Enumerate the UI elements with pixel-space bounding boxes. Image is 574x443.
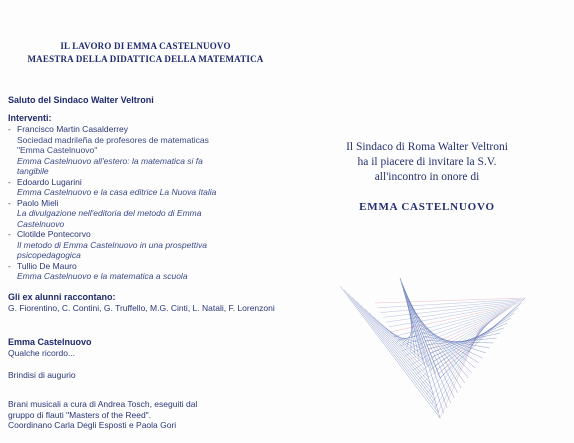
speaker-name: Tullio De Mauro — [17, 260, 77, 271]
speaker-entry: - Clotilde Pontecorvo Il metodo di Emma Castelnuovo in una prospettiva psicopedagogica — [8, 229, 278, 261]
art-string — [435, 326, 484, 409]
invitation-line: all'incontro in onore di — [374, 171, 480, 183]
speaker-entry: - Edoardo Lugarini Emma Castelnuovo e la casa editrice La Nuova Italia — [8, 177, 278, 198]
speaker-entry: - Tullio De Mauro Emma Castelnuovo e la matematica a scuola — [8, 261, 278, 282]
talk-title: Castelnuovo — [17, 218, 65, 229]
speaker-entry: - Francisco Martin Casalderrey Sociedad madrileña de profesores de matematicas "Emma Castelnuovo" Emma Castelnuovo all'estero: la matematica si fa tangibile — [8, 124, 278, 177]
art-string — [402, 282, 444, 413]
program-subtitle: MAESTRA DELLA DIDATTICA DELLA MATEMATICA — [27, 54, 264, 64]
welcome-line: Saluto del Sindaco Walter Veltroni — [8, 95, 154, 105]
speaker-name: Francisco Martin Casalderrey — [17, 124, 129, 134]
art-string — [389, 304, 516, 327]
program-title: IL LAVORO DI EMMA CASTELNUOVO — [60, 41, 231, 51]
alumni-section — [8, 292, 280, 314]
emma-title: Emma Castelnuovo — [8, 337, 92, 347]
invitation-column — [290, 0, 574, 443]
coordinators-line: Coordinano Carla Degli Esposti e Paola Gori — [8, 420, 177, 430]
art-string — [410, 314, 500, 365]
interventi-title: Interventi: — [8, 113, 52, 123]
string-art-illustration — [330, 268, 535, 428]
talk-title: Emma Castelnuovo e la matematica a scuola — [17, 271, 188, 281]
invitation-line: Il Sindaco di Roma Walter Veltroni — [346, 141, 508, 153]
speaker-name: Paolo Mieli — [17, 197, 59, 208]
talk-title: Emma Castelnuovo e la casa editrice La Nuova Italia — [17, 187, 217, 197]
speaker-name: Clotilde Pontecorvo — [17, 229, 91, 239]
emma-section — [8, 337, 92, 359]
talk-title: tangibile — [17, 166, 49, 176]
music-line: gruppo di flauti "Masters of the Reed". — [8, 409, 152, 420]
invitation-line: ha il piacere di invitare la S.V. — [357, 156, 497, 168]
program-header — [8, 40, 283, 66]
talk-title: Sociedad madrileña de profesores de matematicas — [17, 134, 209, 145]
speaker-entry: - Paolo Mieli La divulgazione nell'editoria del metodo di Emma Castelnuovo — [8, 198, 278, 230]
art-string — [344, 290, 438, 412]
music-line: Brani musicali a cura di Andrea Tosch, eseguiti dal — [8, 399, 198, 409]
music-credits — [8, 399, 280, 431]
interventi-section — [8, 113, 278, 282]
art-string — [403, 286, 447, 408]
talk-title: La divulgazione nell'editoria del metodo di Emma — [17, 208, 202, 218]
speaker-name: Edoardo Lugarini — [17, 176, 82, 187]
program-column — [8, 0, 283, 443]
honoree-name: EMMA CASTELNUOVO — [359, 201, 495, 213]
talk-title: "Emma Castelnuovo" — [17, 145, 98, 155]
toast-line: Brindisi di augurio — [8, 370, 76, 380]
art-string — [361, 305, 432, 389]
talk-title: psicopedagogica — [17, 250, 81, 260]
alumni-names: G. Fiorentino, C. Contini, G. Truffello, M.G. Cinti, L. Natali, F. Lorenzoni — [8, 303, 275, 313]
talk-title: Il metodo di Emma Castelnuovo in una prospettiva — [17, 239, 207, 250]
emma-subtitle: Qualche ricordo... — [8, 348, 76, 358]
alumni-title: Gli ex alunni raccontano: — [8, 292, 116, 302]
talk-title: Emma Castelnuovo all'estero: la matematica si fa — [17, 155, 203, 166]
invitation-text — [290, 140, 564, 185]
art-string — [397, 308, 510, 341]
